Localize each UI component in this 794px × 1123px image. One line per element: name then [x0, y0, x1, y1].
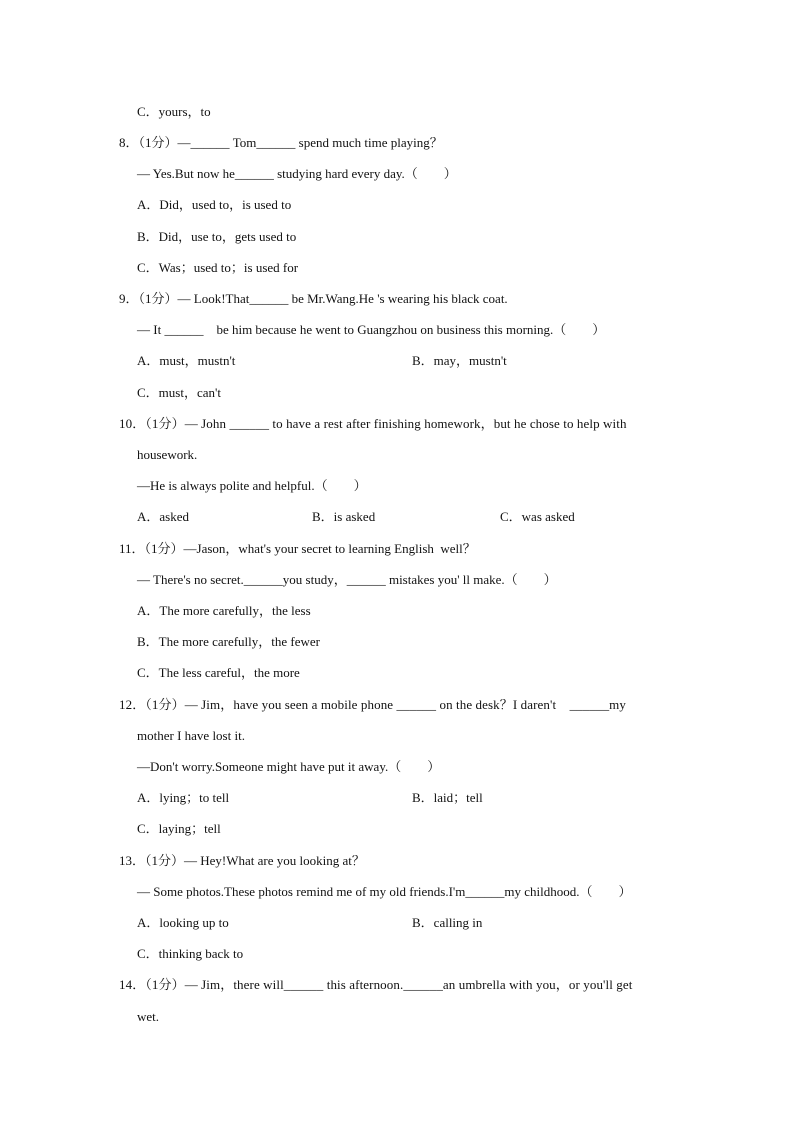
question-line: C．yours，to: [137, 104, 211, 119]
question-line: mother I have lost it.: [137, 728, 245, 743]
question-line: C．Was；used to；is used for: [137, 260, 299, 275]
question-line: housework.: [137, 447, 198, 462]
question-line: —Don't worry.Someone might have put it away.（ ）: [137, 759, 441, 774]
question-stem: 8．（1分）—______ Tom______ spend much time playing？: [119, 135, 443, 150]
question-line: A．looking up to: [137, 915, 229, 930]
question-stem: 14．（1分）— Jim，there will______ this afternoon.______an umbrella with you，or you'll get: [119, 977, 633, 992]
option-text: B．laid；tell: [412, 790, 483, 805]
question-line: A．asked: [137, 509, 189, 524]
question-line: wet.: [137, 1009, 160, 1024]
question-stem: 11．（1分）—Jason，what's your secret to learning English well？: [119, 541, 476, 556]
question-line: B．The more carefully，the fewer: [137, 634, 321, 649]
question-line: — Yes.But now he______ studying hard every day.（ ）: [137, 166, 457, 181]
question-stem: 13．（1分）— Hey!What are you looking at？: [119, 853, 365, 868]
option-text: B．may，mustn't: [412, 353, 507, 368]
question-line: C．must，can't: [137, 385, 221, 400]
option-text: C．was asked: [500, 509, 575, 524]
question-line: — Some photos.These photos remind me of my old friends.I'm______my childhood.（ ）: [137, 884, 632, 899]
question-line: C．thinking back to: [137, 946, 244, 961]
question-stem: 10．（1分）— John ______ to have a rest after finishing homework，but he chose to help with: [119, 416, 627, 431]
question-line: A．The more carefully，the less: [137, 603, 311, 618]
question-stem: 9．（1分）— Look!That______ be Mr.Wang.He 's wearing his black coat.: [119, 291, 508, 306]
question-line: B．Did，use to，gets used to: [137, 229, 297, 244]
option-text: B．calling in: [412, 915, 483, 930]
question-line: A．must，mustn't: [137, 353, 236, 368]
question-line: — There's no secret.______you study，______ mistakes you' ll make.（ ）: [137, 572, 557, 587]
question-stem: 12．（1分）— Jim，have you seen a mobile phone ______ on the desk？I daren't ______my: [119, 697, 626, 712]
question-line: —He is always polite and helpful.（ ）: [137, 478, 367, 493]
question-line: A．lying；to tell: [137, 790, 230, 805]
option-text: B．is asked: [312, 509, 376, 524]
question-line: — It ______ be him because he went to Guangzhou on business this morning.（ ）: [137, 322, 606, 337]
question-line: C．laying；tell: [137, 821, 221, 836]
question-line: A．Did，used to，is used to: [137, 197, 292, 212]
question-line: C．The less careful，the more: [137, 665, 300, 680]
